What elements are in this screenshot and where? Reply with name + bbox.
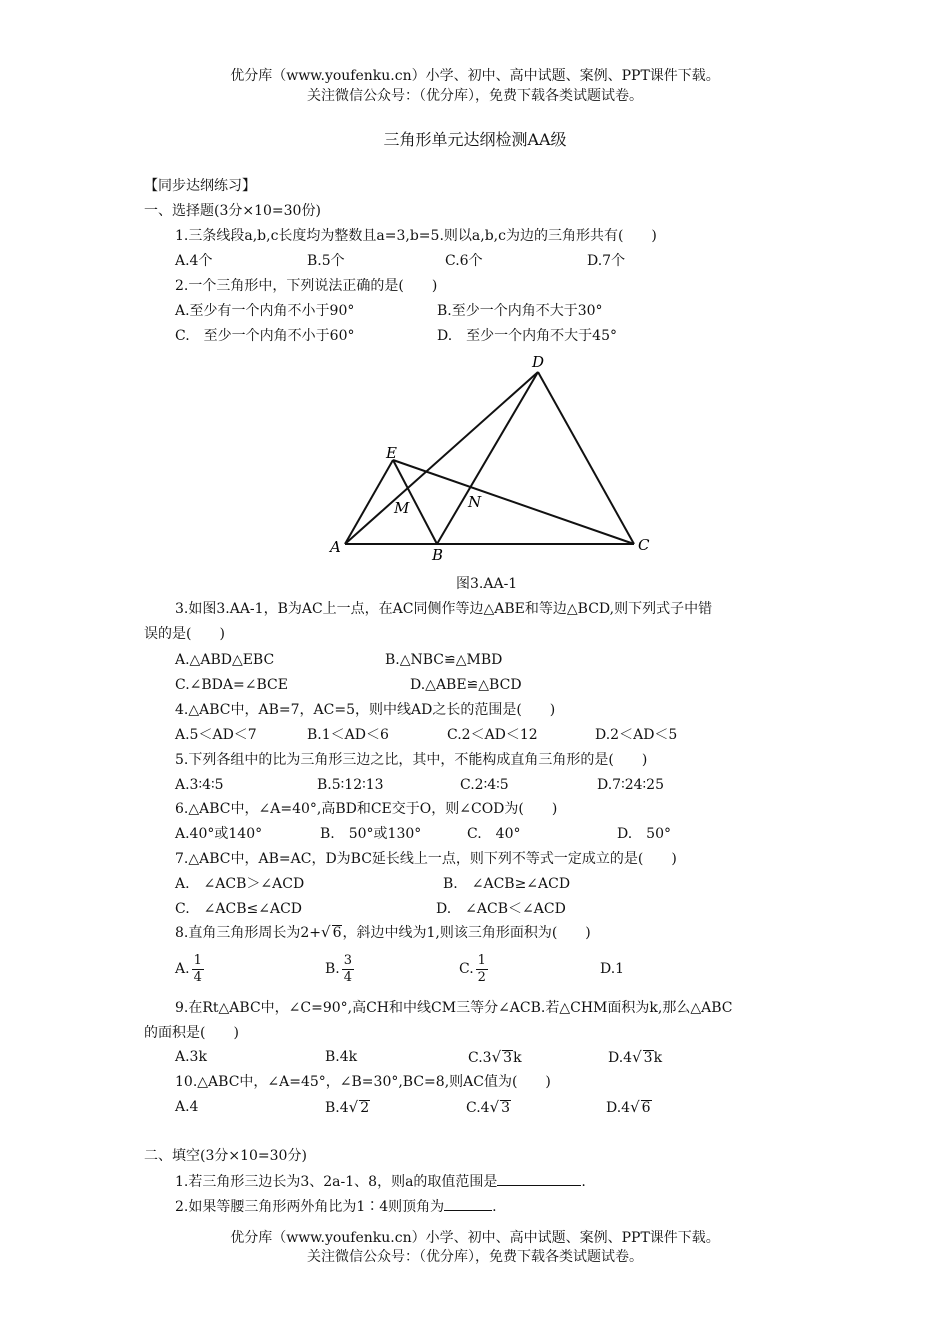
q7-option-d: D. ∠ACB＜∠ACD	[436, 901, 566, 917]
q8-b-numerator: 3	[343, 952, 353, 968]
label-m: M	[394, 499, 410, 517]
q9-d-suffix: k	[653, 1050, 663, 1066]
q10-b-coef: B.4	[325, 1100, 349, 1116]
q7-option-c: C. ∠ACB≤∠ACD	[175, 901, 303, 917]
footer-line-2: 关注微信公众号：（优分库），免费下载各类试题试卷。	[307, 1249, 643, 1265]
q2-stem: 2.一个三角形中，下列说法正确的是( )	[175, 278, 438, 294]
part1-heading: 一、选择题(3分×10=30份)	[144, 203, 321, 219]
fill-q1	[175, 1171, 586, 1192]
q10-b-radicand: 2	[360, 1100, 370, 1116]
q10-d-coef: D.4	[606, 1100, 631, 1116]
q8-c-denominator: 2	[477, 969, 486, 985]
q9-option-b: B.4k	[325, 1049, 358, 1065]
q10-option-b	[325, 1097, 370, 1118]
q1-option-a: A.4个	[175, 253, 213, 269]
segment-ec	[393, 460, 634, 544]
segment-bd	[437, 372, 538, 544]
sqrt-sign: √	[491, 1048, 502, 1066]
q8-option-d: D.1	[600, 961, 625, 977]
label-e: E	[386, 444, 397, 462]
q5-option-b: B.5∶12∶13	[317, 777, 384, 793]
q8-stem-pre: 8.直角三角形周长为2+	[175, 925, 321, 941]
label-n: N	[468, 493, 482, 511]
q7-option-a: A. ∠ACB＞∠ACD	[175, 876, 305, 892]
q8-a-fraction	[192, 953, 204, 986]
sqrt-sign: √	[489, 1098, 500, 1116]
q5-option-c: C.2∶4∶5	[460, 777, 509, 793]
q6-option-b: B. 50°或130°	[320, 826, 422, 842]
q8-c-numerator: 1	[477, 952, 486, 968]
q9-option-d	[608, 1047, 662, 1068]
q5-stem: 5.下列各组中的比为三角形三边之比，其中，不能构成直角三角形的是( )	[175, 752, 648, 768]
triangle-figure	[320, 345, 670, 565]
q8-option-a	[175, 951, 204, 987]
q4-option-c: C.2＜AD＜12	[447, 727, 538, 743]
q1-option-d: D.7个	[587, 253, 626, 269]
q10-c-coef: C.4	[466, 1100, 490, 1116]
q2-option-c: C. 至少一个内角不小于60°	[175, 328, 355, 344]
fill-q2	[175, 1196, 497, 1217]
q9-d-radicand: 3	[643, 1050, 653, 1066]
q10-option-c	[466, 1097, 511, 1118]
part2-heading: 二、填空(3分×10=30分)	[144, 1148, 307, 1164]
q6-stem: 6.△ABC中，∠A=40°,高BD和CE交于O，则∠COD为( )	[175, 801, 558, 817]
q5-option-a: A.3∶4∶5	[175, 777, 224, 793]
q2-option-a: A.至少有一个内角不小于90°	[175, 303, 355, 319]
q1-option-c: C.6个	[445, 253, 483, 269]
segment-ae	[345, 460, 393, 544]
q3-stem-line2: 误的是( )	[144, 626, 225, 642]
q8-option-b	[325, 951, 354, 987]
q8-c-prefix: C.	[459, 961, 474, 977]
q1-option-b: B.5个	[307, 253, 345, 269]
page-title: 三角形单元达纲检测AA级	[383, 130, 567, 149]
q9-d-coef: D.4	[608, 1050, 633, 1066]
q7-option-b: B. ∠ACB≥∠ACD	[443, 876, 571, 892]
header-line-1: 优分库（www.youfenku.cn）小学、初中、高中试题、案例、PPT课件下载。	[230, 68, 720, 84]
q9-c-coef: C.3	[468, 1050, 492, 1066]
q8-stem-post: ，斜边中线为1,则该三角形面积为( )	[342, 925, 591, 941]
q9-stem-line1: 9.在Rt△ABC中，∠C=90°,高CH和中线CM三等分∠ACB.若△CHM面积为k,那么△ABC	[175, 1000, 733, 1016]
fill-q2-blank[interactable]	[444, 1196, 492, 1211]
q9-stem-line2: 的面积是( )	[144, 1025, 239, 1041]
sqrt-sign: √	[321, 923, 331, 941]
q4-stem: 4.△ABC中，AB=7，AC=5，则中线AD之长的范围是( )	[175, 702, 556, 718]
fill-q1-text: 1.若三角形三边长为3、2a-1、8，则a的取值范围是	[175, 1174, 498, 1190]
q10-option-d	[606, 1097, 652, 1118]
fill-q1-blank[interactable]	[497, 1171, 581, 1186]
q2-option-d: D. 至少一个内角不大于45°	[437, 328, 617, 344]
q3-option-a: A.△ABD△EBC	[175, 652, 275, 668]
fill-q2-end: .	[492, 1199, 497, 1215]
figure-caption: 图3.AA-1	[456, 576, 518, 592]
q9-c-radicand: 3	[503, 1050, 513, 1066]
label-d: D	[532, 353, 545, 371]
q6-option-d: D. 50°	[617, 826, 671, 842]
label-c: C	[638, 536, 650, 554]
q8-b-prefix: B.	[325, 961, 340, 977]
q6-option-c: C. 40°	[467, 826, 521, 842]
section-tag: 【同步达纲练习】	[144, 178, 256, 194]
header-line-2: 关注微信公众号：（优分库），免费下载各类试题试卷。	[307, 88, 643, 104]
q10-stem: 10.△ABC中，∠A=45°，∠B=30°,BC=8,则AC值为( )	[175, 1074, 551, 1090]
sqrt-sign: √	[348, 1098, 359, 1116]
q3-stem-line1: 3.如图3.AA-1，B为AC上一点，在AC同侧作等边△ABE和等边△BCD,则下列式子中错	[175, 601, 713, 617]
fill-q1-end: .	[581, 1174, 586, 1190]
q6-option-a: A.40°或140°	[175, 826, 263, 842]
q8-b-fraction	[342, 953, 354, 986]
q8-a-prefix: A.	[175, 961, 190, 977]
q8-option-c	[459, 951, 488, 987]
q3-option-b: B.△NBC≌△MBD	[385, 652, 503, 668]
q1-stem: 1.三条线段a,b,c长度均为整数且a=3,b=5.则以a,b,c为边的三角形共有( )	[175, 228, 657, 244]
sqrt-sign: √	[630, 1098, 640, 1116]
q8-stem-radicand: 6	[332, 925, 342, 941]
segment-dc	[538, 372, 634, 544]
q10-d-radicand: 6	[641, 1100, 651, 1116]
q4-option-b: B.1＜AD＜6	[307, 727, 389, 743]
q3-option-c: C.∠BDA=∠BCE	[175, 677, 288, 693]
q4-option-a: A.5＜AD＜7	[175, 727, 257, 743]
segment-ad	[345, 372, 538, 544]
q8-c-fraction	[476, 953, 488, 986]
q8-a-denominator: 4	[193, 969, 202, 985]
sqrt-sign: √	[632, 1048, 642, 1066]
q5-option-d: D.7∶24∶25	[597, 777, 664, 793]
label-a: A	[330, 538, 341, 556]
q4-option-d: D.2＜AD＜5	[595, 727, 678, 743]
q9-option-a: A.3k	[175, 1049, 207, 1065]
q3-option-d: D.△ABE≌△BCD	[410, 677, 522, 693]
q9-c-suffix: k	[513, 1050, 522, 1066]
q10-c-radicand: 3	[501, 1100, 511, 1116]
label-b: B	[432, 546, 444, 564]
q9-option-c	[468, 1047, 522, 1068]
q7-stem: 7.△ABC中，AB=AC，D为BC延长线上一点，则下列不等式一定成立的是( )	[175, 851, 677, 867]
q8-stem	[175, 922, 591, 943]
q8-a-numerator: 1	[193, 952, 202, 968]
q10-option-a: A.4	[175, 1099, 199, 1115]
fill-q2-text: 2.如果等腰三角形两外角比为1∶4则顶角为	[175, 1199, 445, 1215]
q8-b-denominator: 4	[343, 969, 353, 985]
q2-option-b: B.至少一个内角不大于30°	[437, 303, 603, 319]
footer-line-1: 优分库（www.youfenku.cn）小学、初中、高中试题、案例、PPT课件下载。	[230, 1230, 720, 1246]
